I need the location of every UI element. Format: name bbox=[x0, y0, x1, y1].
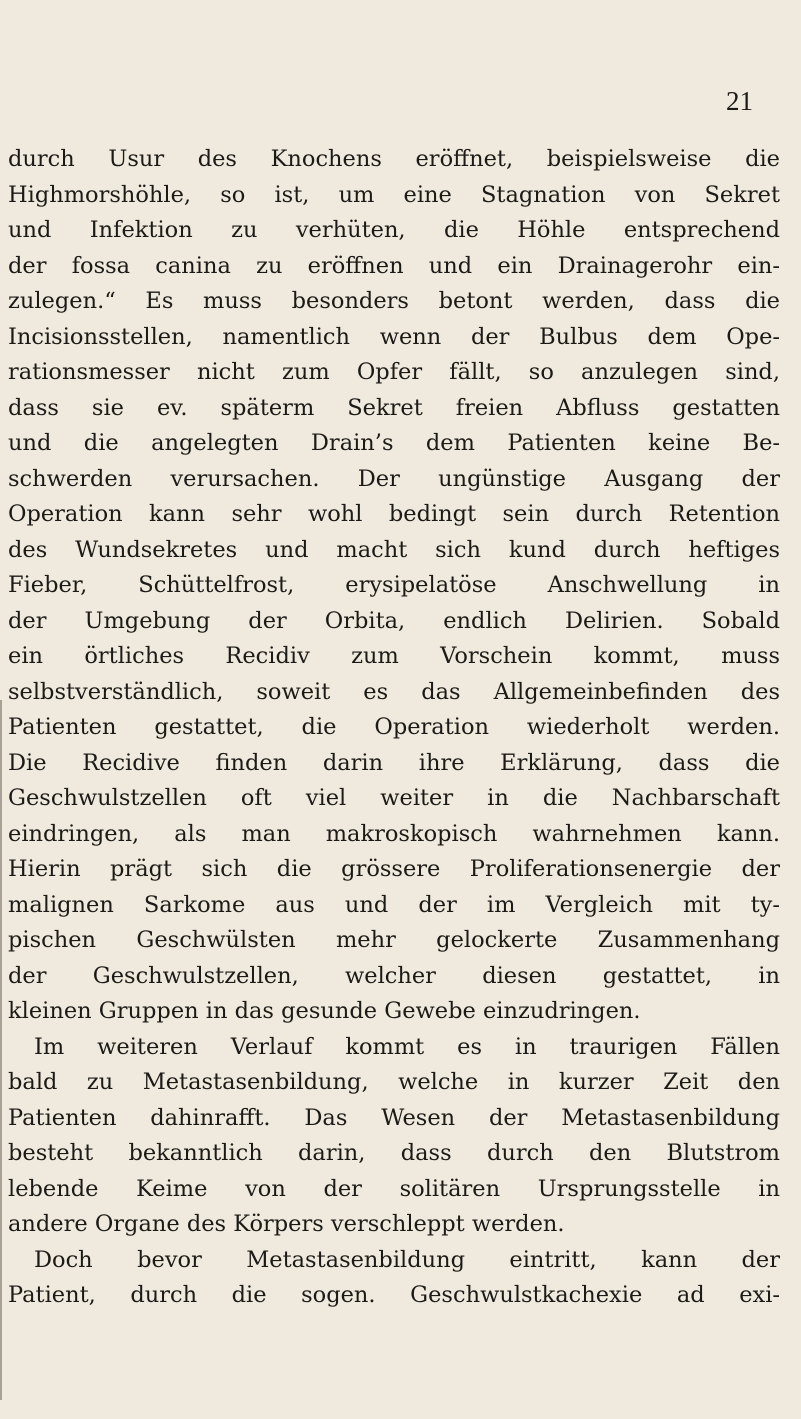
page-number: 21 bbox=[726, 86, 753, 116]
text-line: lebende Keime von der solitären Ursprungsstelle in bbox=[8, 1175, 780, 1202]
text-line: malignen Sarkome aus und der im Vergleich mit ty- bbox=[8, 891, 780, 918]
text-line: schwerden verursachen. Der ungünstige Ausgang der bbox=[8, 465, 780, 492]
text-line: Doch bevor Metastasenbildung eintritt, kann der bbox=[34, 1246, 780, 1273]
text-line: Hierin prägt sich die grössere Proliferationsenergie der bbox=[8, 856, 780, 882]
text-line: dass sie ev. späterm Sekret freien Abfluss gestatten bbox=[8, 394, 780, 421]
text-line: Im weiteren Verlauf kommt es in traurigen Fällen bbox=[34, 1033, 780, 1060]
text-line: ein örtliches Recidiv zum Vorschein kommt, muss bbox=[8, 643, 780, 669]
text-line: eindringen, als man makroskopisch wahrnehmen kann. bbox=[8, 820, 780, 847]
text-line: Patienten gestattet, die Operation wiederholt werden. bbox=[8, 714, 780, 740]
text-line: Highmorshöhle, so ist, um eine Stagnation von Sekret bbox=[8, 181, 780, 208]
text-line: Fieber, Schüttelfrost, erysipelatöse Anschwellung in bbox=[8, 572, 780, 598]
text-line: der Geschwulstzellen, welcher diesen gestattet, in bbox=[8, 962, 780, 989]
text-line: und die angelegten Drain’s dem Patienten keine Be- bbox=[8, 430, 780, 456]
text-line: der fossa canina zu eröffnen und ein Drainagerohr ein- bbox=[8, 252, 780, 279]
text-line: bald zu Metastasenbildung, welche in kurzer Zeit den bbox=[8, 1069, 780, 1095]
text-line: Geschwulstzellen oft viel weiter in die Nachbarschaft bbox=[8, 785, 780, 811]
text-line: Operation kann sehr wohl bedingt sein durch Retention bbox=[8, 501, 780, 527]
text-line: kleinen Gruppen in das gesunde Gewebe einzudringen. bbox=[8, 998, 641, 1024]
text-line: Incisionsstellen, namentlich wenn der Bulbus dem Ope- bbox=[8, 323, 780, 350]
text-line: pischen Geschwülsten mehr gelockerte Zusammenhang bbox=[8, 927, 780, 953]
text-line: selbstverständlich, soweit es das Allgemeinbefinden des bbox=[8, 678, 780, 705]
text-line: durch Usur des Knochens eröffnet, beispielsweise die bbox=[8, 146, 780, 172]
text-line: des Wundsekretes und macht sich kund durch heftiges bbox=[8, 536, 780, 563]
body-text bbox=[8, 142, 780, 1314]
text-line: zulegen.“ Es muss besonders betont werden, dass die bbox=[8, 288, 780, 314]
text-line: Die Recidive finden darin ihre Erklärung, dass die bbox=[8, 749, 780, 776]
text-line: und Infektion zu verhüten, die Höhle entsprechend bbox=[8, 217, 780, 243]
left-margin-shadow bbox=[0, 700, 2, 1400]
text-line: der Umgebung der Orbita, endlich Delirien. Sobald bbox=[8, 607, 780, 634]
text-line: rationsmesser nicht zum Opfer fällt, so anzulegen sind, bbox=[8, 359, 780, 385]
text-line: besteht bekanntlich darin, dass durch den Blutstrom bbox=[8, 1140, 780, 1166]
text-line: andere Organe des Körpers verschleppt werden. bbox=[8, 1211, 565, 1237]
text-line: Patient, durch die sogen. Geschwulstkachexie ad exi- bbox=[8, 1282, 780, 1308]
text-line: Patienten dahinrafft. Das Wesen der Metastasenbildung bbox=[8, 1104, 780, 1131]
